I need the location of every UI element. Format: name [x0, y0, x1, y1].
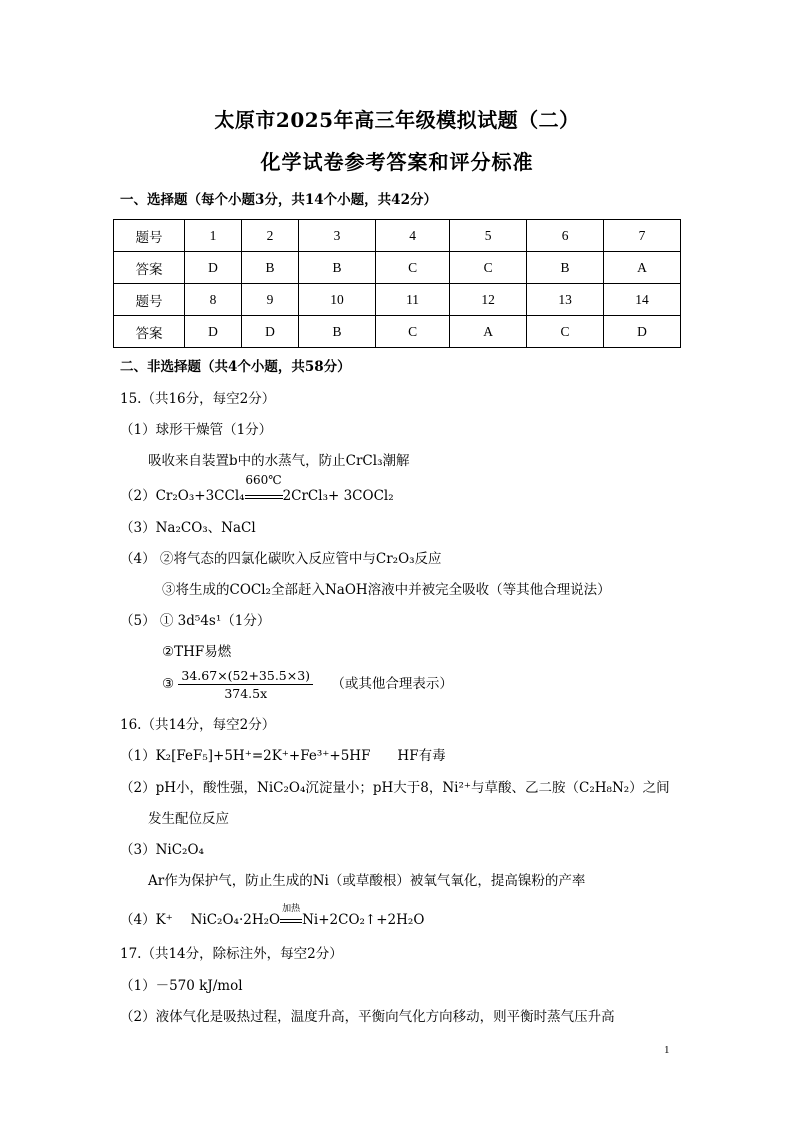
table-cell: 9: [242, 284, 299, 316]
table-cell: D: [242, 316, 299, 348]
reaction-condition-text: 660℃: [245, 473, 282, 487]
q17-header: 17.（共14分，除标注外，每空2分）: [120, 946, 343, 962]
page-title: 太原市2025年高三年级模拟试题（二）: [214, 108, 580, 132]
table-cell: D: [604, 316, 681, 348]
table-cell: 答案: [114, 316, 185, 348]
table-cell: A: [604, 252, 681, 284]
table-cell: B: [242, 252, 299, 284]
table-cell: A: [450, 316, 527, 348]
page-subtitle: 化学试卷参考答案和评分标准: [260, 150, 534, 174]
q15-answer-1b: 吸收来自装置b中的水蒸气，防止CrCl₃潮解: [148, 453, 410, 469]
q15-answer-5-1: （5） ① 3d⁵4s¹（1分）: [120, 613, 271, 629]
q16-answer-2b: 发生配位反应: [148, 811, 229, 827]
q15-answer-4-2: ③将生成的COCl₂全部赶入NaOH溶液中并被完全吸收（等其他合理说法）: [162, 582, 611, 598]
equals-sign: [280, 919, 302, 923]
q17-answer-2: （2）液体气化是吸热过程，温度升高，平衡向气化方向移动，则平衡时蒸气压升高: [120, 1009, 615, 1025]
table-cell: 14: [604, 284, 681, 316]
q16-header: 16.（共14分，每空2分）: [120, 717, 276, 733]
q15-answer-2-prefix: （2）: [120, 488, 156, 504]
page-number: 1: [664, 1044, 670, 1056]
table-cell: 3: [299, 220, 376, 252]
q15-answer-5-2: ②THF易燃: [162, 644, 232, 660]
equals-sign: [245, 495, 283, 499]
q15-answer-3: （3）Na₂CO₃、NaCl: [120, 520, 256, 536]
q15-answer-5-3: [162, 668, 453, 701]
table-cell: 5: [450, 220, 527, 252]
table-cell: 题号: [114, 220, 185, 252]
q15-answer-2-left: Cr₂O₃+3CCl₄: [155, 488, 245, 504]
table-row: [114, 252, 681, 284]
q15-answer-1: （1）球形干燥管（1分）: [120, 422, 273, 438]
reaction-condition: [245, 473, 283, 504]
answer-table: [113, 219, 681, 348]
q17-answer-1: （1）－570 kJ/mol: [120, 978, 243, 994]
table-cell: 2: [242, 220, 299, 252]
table-cell: B: [299, 316, 376, 348]
reaction-condition: [280, 904, 302, 928]
fraction: [178, 668, 313, 701]
table-cell: 题号: [114, 284, 185, 316]
table-cell: 4: [375, 220, 449, 252]
table-cell: 11: [375, 284, 449, 316]
table-cell: 8: [185, 284, 242, 316]
fraction-numerator: 34.67×(52+35.5×3): [178, 668, 313, 685]
q16-answer-1: （1）K₂[FeF₅]+5H⁺=2K⁺+Fe³⁺+5HF HF有毒: [120, 748, 446, 764]
section-heading-choice: 一、选择题（每个小题3分，共14个小题，共42分）: [120, 192, 437, 208]
table-cell: 10: [299, 284, 376, 316]
table-row: [114, 284, 681, 316]
reaction-condition-text: 加热: [282, 904, 301, 914]
q16-answer-4-right: Ni+2CO₂↑+2H₂O: [302, 912, 425, 928]
table-cell: B: [299, 252, 376, 284]
table-cell: C: [375, 252, 449, 284]
table-cell: B: [527, 252, 604, 284]
q15-answer-2: [120, 473, 394, 504]
table-cell: 1: [185, 220, 242, 252]
q15-answer-4-1: （4） ②将气态的四氯化碳吹入反应管中与Cr₂O₃反应: [120, 551, 442, 567]
fraction-denominator: 374.5x: [224, 686, 268, 701]
table-cell: 7: [604, 220, 681, 252]
q16-answer-4-prefix: （4）K⁺: [120, 912, 191, 928]
q16-answer-3: （3）NiC₂O₄: [120, 842, 204, 858]
section-heading-nonchoice: 二、非选择题（共4个小题，共58分）: [120, 359, 351, 375]
table-row: [114, 220, 681, 252]
q16-answer-3b: Ar作为保护气，防止生成的Ni（或草酸根）被氧气氧化，提高镍粉的产率: [148, 873, 586, 889]
q16-answer-2: （2）pH小，酸性强，NiC₂O₄沉淀量小；pH大于8，Ni²⁺与草酸、乙二胺（C₂H₈N₂）之间: [120, 780, 670, 796]
q15-answer-5-3-marker: ③: [162, 676, 175, 692]
q16-answer-4: [120, 904, 425, 928]
table-cell: 12: [450, 284, 527, 316]
q15-header: 15.（共16分，每空2分）: [120, 391, 276, 407]
table-cell: C: [527, 316, 604, 348]
table-cell: D: [185, 252, 242, 284]
q16-answer-4-left: NiC₂O₄·2H₂O: [190, 912, 281, 928]
table-cell: 6: [527, 220, 604, 252]
q15-answer-2-right: 2CrCl₃+ 3COCl₂: [282, 488, 394, 504]
table-cell: C: [375, 316, 449, 348]
table-cell: 13: [527, 284, 604, 316]
table-row: [114, 316, 681, 348]
table-cell: C: [450, 252, 527, 284]
q15-answer-5-3-note: （或其他合理表示）: [331, 676, 453, 692]
table-cell: 答案: [114, 252, 185, 284]
table-cell: D: [185, 316, 242, 348]
